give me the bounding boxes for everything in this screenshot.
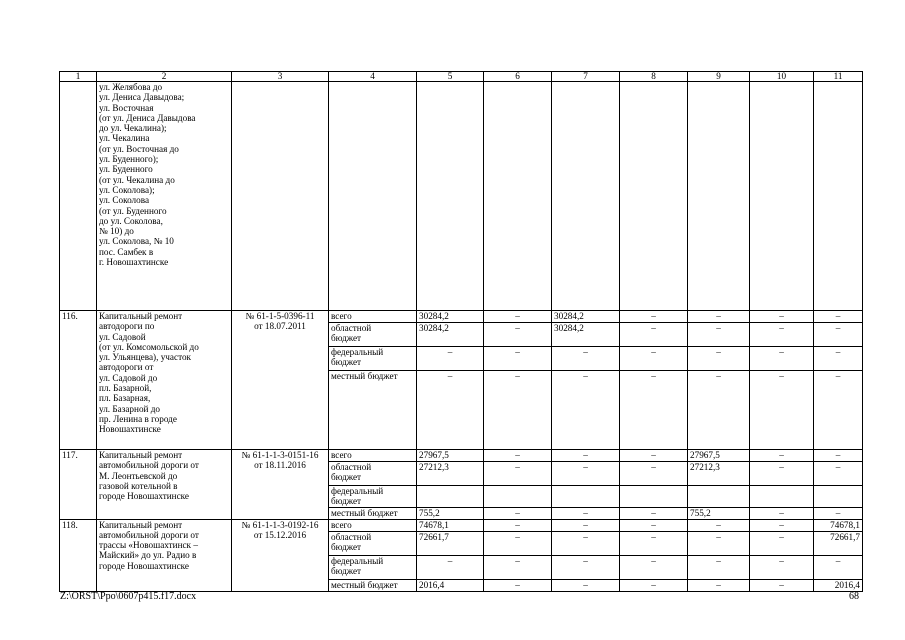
amount-cell: – <box>688 311 750 323</box>
funding-source: местный бюджет <box>329 507 417 519</box>
amount-cell: 27212,3 <box>688 462 750 486</box>
continuation-row <box>60 82 863 311</box>
amount-cell <box>750 486 814 508</box>
amount-cell: – <box>620 323 688 347</box>
empty-cell <box>814 82 863 311</box>
amount-cell: – <box>620 462 688 486</box>
amount-cell: – <box>484 555 552 579</box>
amount-cell: – <box>814 555 863 579</box>
amount-cell: – <box>688 531 750 555</box>
amount-cell: – <box>620 450 688 462</box>
funding-source: областной бюджет <box>329 323 417 347</box>
amount-cell: – <box>484 462 552 486</box>
amount-cell: – <box>620 579 688 591</box>
amount-cell: – <box>484 323 552 347</box>
amount-cell: – <box>814 450 863 462</box>
amount-cell: 74678,1 <box>417 519 484 531</box>
entry-number: 117. <box>60 450 97 520</box>
amount-cell <box>552 486 620 508</box>
funding-source: федеральный бюджет <box>329 555 417 579</box>
object-name: Капитальный ремонт автомобильной дороги от трассы «Новошахтинск – Майский» до ул. Радио в городе Новошахтинске <box>97 519 232 591</box>
amount-cell: – <box>620 371 688 450</box>
empty-cell <box>552 82 620 311</box>
amount-cell: – <box>552 450 620 462</box>
amount-cell: 27212,3 <box>417 462 484 486</box>
amount-cell: – <box>484 450 552 462</box>
amount-cell: – <box>552 531 620 555</box>
amount-cell <box>688 486 750 508</box>
amount-cell: – <box>688 519 750 531</box>
column-number: 11 <box>814 72 863 82</box>
amount-cell: 30284,2 <box>552 311 620 323</box>
empty-cell <box>232 82 329 311</box>
column-number: 10 <box>750 72 814 82</box>
amount-cell: – <box>688 371 750 450</box>
amount-cell: – <box>620 347 688 371</box>
amount-cell: – <box>552 579 620 591</box>
funding-source: местный бюджет <box>329 579 417 591</box>
amount-cell: – <box>814 507 863 519</box>
amount-cell: – <box>484 579 552 591</box>
funding-source: областной бюджет <box>329 462 417 486</box>
amount-cell: – <box>417 555 484 579</box>
amount-cell: – <box>620 507 688 519</box>
amount-cell: 2016,4 <box>417 579 484 591</box>
amount-cell: – <box>750 450 814 462</box>
amount-cell: – <box>750 579 814 591</box>
column-number: 7 <box>552 72 620 82</box>
amount-cell <box>814 486 863 508</box>
column-number: 8 <box>620 72 688 82</box>
program-table <box>59 71 863 592</box>
funding-source: всего <box>329 519 417 531</box>
entry-number-cell <box>60 82 97 311</box>
expertise-document: № 61-1-1-3-0151-16 от 18.11.2016 <box>232 450 329 520</box>
funding-source: всего <box>329 311 417 323</box>
amount-cell: 755,2 <box>417 507 484 519</box>
amount-cell: – <box>814 371 863 450</box>
funding-row <box>60 311 863 323</box>
expertise-document: № 61-1-1-3-0192-16 от 15.12.2016 <box>232 519 329 591</box>
funding-row <box>60 450 863 462</box>
empty-cell <box>688 82 750 311</box>
amount-cell: – <box>688 579 750 591</box>
amount-cell: 30284,2 <box>552 323 620 347</box>
amount-cell: – <box>620 519 688 531</box>
amount-cell: – <box>688 555 750 579</box>
column-number: 1 <box>60 72 97 82</box>
empty-cell <box>620 82 688 311</box>
amount-cell: – <box>484 371 552 450</box>
amount-cell: – <box>750 311 814 323</box>
amount-cell: 27967,5 <box>688 450 750 462</box>
empty-cell <box>750 82 814 311</box>
amount-cell: – <box>750 555 814 579</box>
amount-cell: – <box>552 507 620 519</box>
column-number: 4 <box>329 72 417 82</box>
amount-cell: – <box>688 323 750 347</box>
funding-source: местный бюджет <box>329 371 417 450</box>
route-description: ул. Желябова до ул. Дениса Давыдова; ул. Восточная (от ул. Дениса Давыдова до ул. Чекалина); ул. Чекалина (от ул. Восточная до ул. Буденного); ул. Буденного (от ул. Чекалина до ул. Соколова); ул. Соколова (от ул. Буденного до ул. Соколова, № 10) до ул. Соколова, № 10 пос. Самбек в г. Новошахтинске <box>97 82 232 311</box>
amount-cell: – <box>484 347 552 371</box>
amount-cell: – <box>750 519 814 531</box>
empty-cell <box>484 82 552 311</box>
object-name: Капитальный ремонт автомобильной дороги от М. Леонтьевской до газовой котельной в городе Новошахтинске <box>97 450 232 520</box>
amount-cell <box>620 486 688 508</box>
funding-source: федеральный бюджет <box>329 347 417 371</box>
funding-row <box>60 519 863 531</box>
amount-cell: 72661,7 <box>417 531 484 555</box>
entry-number: 116. <box>60 311 97 450</box>
amount-cell: – <box>552 555 620 579</box>
amount-cell: – <box>750 462 814 486</box>
amount-cell: 30284,2 <box>417 323 484 347</box>
amount-cell: – <box>552 371 620 450</box>
footer-file-path: Z:\ORST\Ppo\0607p415.f17.docx <box>60 591 197 602</box>
amount-cell: – <box>750 507 814 519</box>
amount-cell: – <box>620 555 688 579</box>
column-number: 2 <box>97 72 232 82</box>
funding-source: федеральный бюджет <box>329 486 417 508</box>
empty-cell <box>417 82 484 311</box>
amount-cell: – <box>814 323 863 347</box>
amount-cell: 72661,7 <box>814 531 863 555</box>
column-number: 3 <box>232 72 329 82</box>
amount-cell: – <box>484 507 552 519</box>
amount-cell: 2016,4 <box>814 579 863 591</box>
amount-cell: – <box>750 347 814 371</box>
amount-cell: – <box>552 347 620 371</box>
amount-cell: – <box>814 462 863 486</box>
amount-cell: – <box>750 323 814 347</box>
empty-cell <box>329 82 417 311</box>
column-number: 9 <box>688 72 750 82</box>
amount-cell: – <box>484 311 552 323</box>
column-number-row <box>60 72 863 82</box>
expertise-document: № 61-1-5-0396-11 от 18.07.2011 <box>232 311 329 450</box>
amount-cell: – <box>417 347 484 371</box>
amount-cell: 74678,1 <box>814 519 863 531</box>
amount-cell: 30284,2 <box>417 311 484 323</box>
amount-cell: – <box>484 519 552 531</box>
amount-cell <box>417 486 484 508</box>
amount-cell: – <box>552 519 620 531</box>
entry-number: 118. <box>60 519 97 591</box>
amount-cell: – <box>552 462 620 486</box>
funding-source: областной бюджет <box>329 531 417 555</box>
amount-cell: – <box>417 371 484 450</box>
page-number: 68 <box>849 591 859 602</box>
amount-cell: – <box>620 531 688 555</box>
amount-cell: – <box>484 531 552 555</box>
amount-cell: – <box>688 347 750 371</box>
amount-cell: – <box>814 347 863 371</box>
amount-cell <box>484 486 552 508</box>
amount-cell: 27967,5 <box>417 450 484 462</box>
amount-cell: 755,2 <box>688 507 750 519</box>
amount-cell: – <box>620 311 688 323</box>
column-number: 5 <box>417 72 484 82</box>
column-number: 6 <box>484 72 552 82</box>
amount-cell: – <box>814 311 863 323</box>
object-name: Капитальный ремонт автодороги по ул. Садовой (от ул. Комсомольской до ул. Ульянцева), участок автодороги от ул. Садовой до пл. Базарной, пл. Базарная, ул. Базарной до пр. Ленина в городе Новошахтинске <box>97 311 232 450</box>
funding-source: всего <box>329 450 417 462</box>
amount-cell: – <box>750 371 814 450</box>
amount-cell: – <box>750 531 814 555</box>
